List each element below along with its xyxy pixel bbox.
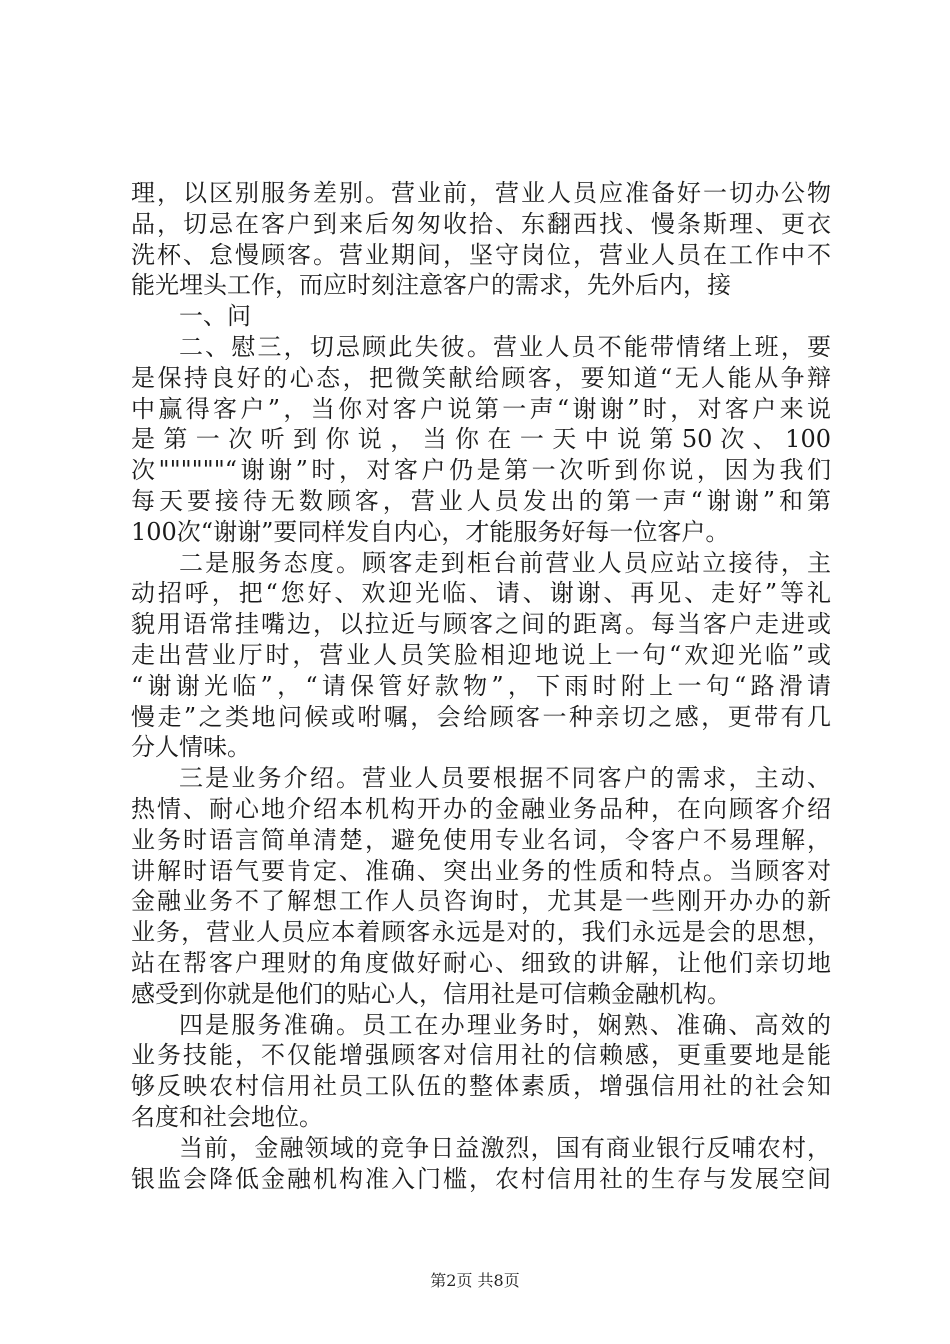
text-line: 是保持良好的心态，把微笑献给顾客，要知道“无人能从争辩 (131, 363, 831, 392)
text-line: 二是服务态度。顾客走到柜台前营业人员应站立接待，主 (179, 548, 831, 577)
text-line: 银监会降低金融机构准入门槛，农村信用社的生存与发展空间 (131, 1164, 831, 1193)
text-line: 金融业务不了解想工作人员咨询时，尤其是一些刚开办办的新 (131, 887, 831, 916)
text-line: 次""""""“谢谢”时，对客户仍是第一次听到你说，因为我们 (131, 456, 831, 485)
text-line: 品，切忌在客户到来后匆匆收拾、东翻西找、慢条斯理、更衣 (131, 209, 831, 238)
text-line: 每天要接待无数顾客，营业人员发出的第一声“谢谢”和第 (131, 486, 831, 515)
text-line: 讲解时语气要肯定、准确、突出业务的性质和特点。当顾客对 (131, 856, 831, 885)
text-line: 名度和社会地位。 (131, 1102, 323, 1131)
text-line: 四是服务准确。员工在办理业务时，娴熟、准确、高效的 (179, 1010, 831, 1039)
text-line: 三是业务介绍。营业人员要根据不同客户的需求，主动、 (179, 764, 831, 793)
text-line: 走出营业厅时，营业人员笑脸相迎地说上一句“欢迎光临”或 (131, 640, 831, 669)
text-line: 慢走”之类地问候或咐嘱，会给顾客一种亲切之感，更带有几 (131, 702, 831, 731)
text-line: 一、问 (179, 302, 251, 331)
text-line: 中赢得客户”，当你对客户说第一声“谢谢”时，对客户来说 (131, 394, 831, 423)
text-line: 感受到你就是他们的贴心人，信用社是可信赖金融机构。 (131, 979, 731, 1008)
text-line: 热情、耐心地介绍本机构开办的金融业务品种，在向顾客介绍 (131, 794, 831, 823)
text-line: 分人情味。 (131, 733, 251, 762)
text-line: 当前，金融领域的竞争日益激烈，国有商业银行反哺农村， (179, 1133, 831, 1162)
page-footer: 第2页 共8页 (430, 1271, 520, 1290)
text-line: 100次“谢谢”要同样发自内心，才能服务好每一位客户。 (131, 517, 730, 546)
text-line: 够反映农村信用社员工队伍的整体素质，增强信用社的社会知 (131, 1072, 831, 1101)
text-line: 理，以区别服务差别。营业前，营业人员应准备好一切办公物 (131, 179, 831, 207)
document-body (131, 178, 831, 1194)
text-line: 业务时语言简单清楚，避免使用专业名词，令客户不易理解， (131, 825, 831, 854)
text-line: 貌用语常挂嘴边，以拉近与顾客之间的距离。每当客户走进或 (131, 610, 831, 639)
text-line: 是 第 一 次 听 到 你 说 ， 当 你 在 一 天 中 说 第 50 次 、 100 (131, 425, 831, 454)
text-line: “谢谢光临”，“请保管好款物”，下雨时附上一句“路滑请 (131, 671, 831, 700)
text-line: 业务，营业人员应本着顾客永远是对的，我们永远是会的思想， (131, 918, 831, 947)
text-line: 洗杯、怠慢顾客。营业期间，坚守岗位，营业人员在工作中不 (131, 240, 831, 269)
text-line: 能光埋头工作，而应时刻注意客户的需求，先外后内，接 (131, 271, 731, 300)
text-line: 动招呼，把“您好、欢迎光临、请、谢谢、再见、走好”等礼 (131, 579, 831, 608)
text-line: 站在帮客户理财的角度做好耐心、细致的讲解，让他们亲切地 (131, 948, 831, 977)
text-line: 二、慰三，切忌顾此失彼。营业人员不能带情绪上班，要 (179, 332, 831, 361)
text-line: 业务技能，不仅能增强顾客对信用社的信赖感，更重要地是能 (131, 1041, 831, 1070)
